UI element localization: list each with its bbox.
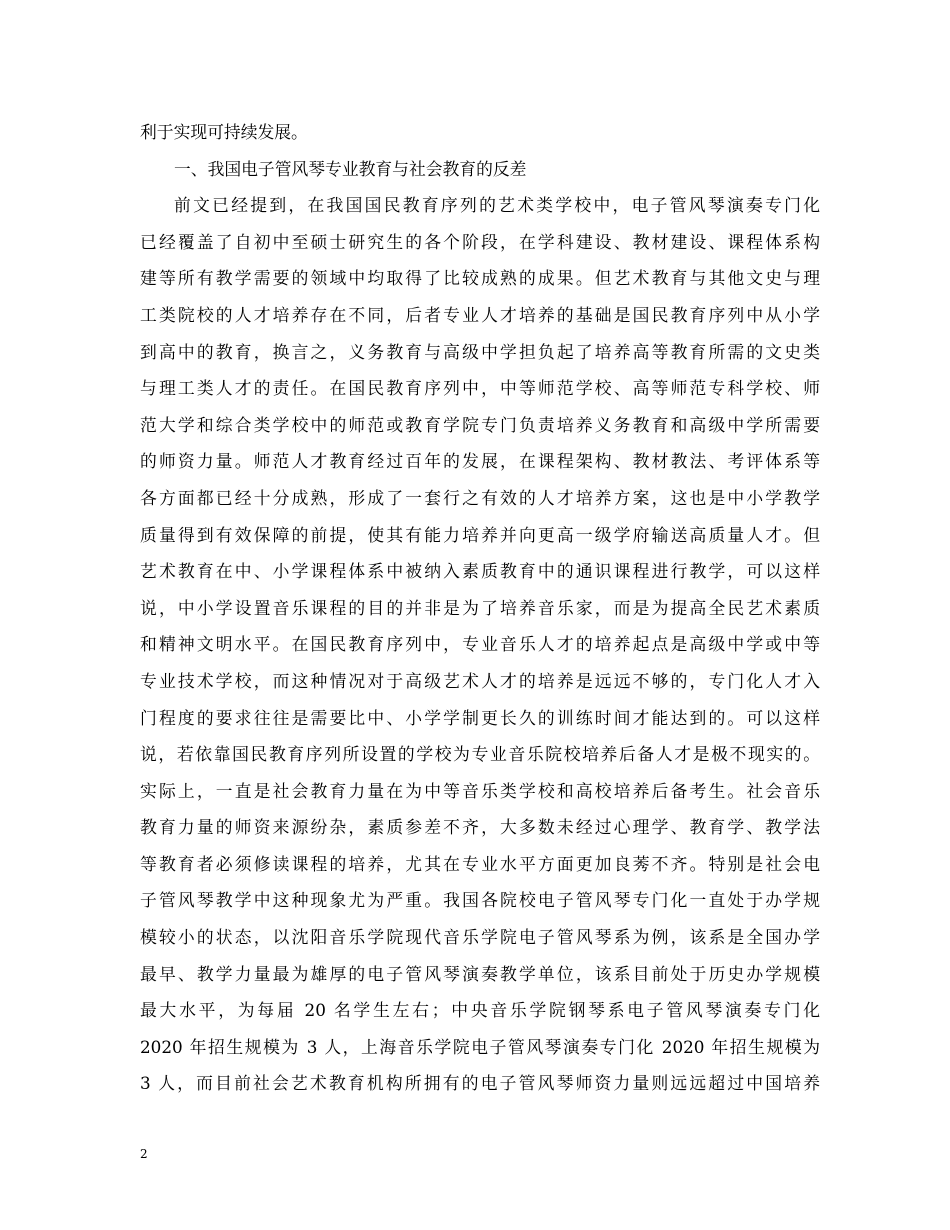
text-line: 模较小的状态，以沈阳音乐学院现代音乐学院电子管风琴系为例，该系是全国办学 [140,927,820,948]
section-heading: 一、我国电子管风琴专业教育与社会教育的反差 [174,158,527,179]
text-line: 各方面都已经十分成熟，形成了一套行之有效的人才培养方案，这也是中小学教学 [140,487,820,508]
text-line: 和精神文明水平。在国民教育序列中，专业音乐人才的培养起点是高级中学或中等 [140,634,820,655]
text-line: 与理工类人才的责任。在国民教育序列中，中等师范学校、高等师范专科学校、师 [140,378,820,399]
text-line: 2020 年招生规模为 3 人，上海音乐学院电子管风琴演奏专门化 2020 年招生规模为 [140,1036,820,1057]
text-line: 利于实现可持续发展。 [140,122,308,142]
text-line: 前文已经提到，在我国国民教育序列的艺术类学校中，电子管风琴演奏专门化 [174,195,820,216]
text-line: 门程度的要求往往是需要比中、小学学制更长久的训练时间才能达到的。可以这样 [140,707,820,728]
page-number: 2 [140,1147,148,1161]
text-line: 教育力量的师资来源纷杂，素质参差不齐，大多数未经过心理学、教育学、教学法 [140,817,820,838]
text-line: 艺术教育在中、小学课程体系中被纳入素质教育中的通识课程进行教学，可以这样 [140,561,820,582]
text-line: 质量得到有效保障的前提，使其有能力培养并向更高一级学府输送高质量人才。但 [140,524,820,545]
text-line: 到高中的教育，换言之，义务教育与高级中学担负起了培养高等教育所需的文史类 [140,341,820,362]
text-line: 说，中小学设置音乐课程的目的并非是为了培养音乐家，而是为提高全民艺术素质 [140,597,820,618]
body-text [140,114,820,1102]
text-line: 建等所有教学需要的领域中均取得了比较成熟的成果。但艺术教育与其他文史与理 [140,268,820,289]
text-line: 等教育者必须修读课程的培养，尤其在专业水平方面更加良莠不齐。特别是社会电 [140,853,820,874]
text-line: 的师资力量。师范人才教育经过百年的发展，在课程架构、教材教法、考评体系等 [140,451,820,472]
text-line: 实际上，一直是社会教育力量在为中等音乐类学校和高校培养后备考生。社会音乐 [140,780,820,801]
text-line: 最大水平，为每届 20 名学生左右；中央音乐学院钢琴系电子管风琴演奏专门化 [140,1000,820,1021]
text-line: 范大学和综合类学校中的师范或教育学院专门负责培养义务教育和高级中学所需要 [140,414,820,435]
text-line: 已经覆盖了自初中至硕士研究生的各个阶段，在学科建设、教材建设、课程体系构 [140,231,820,252]
text-line: 最早、教学力量最为雄厚的电子管风琴演奏教学单位，该系目前处于历史办学规模 [140,963,820,984]
text-line: 工类院校的人才培养存在不同，后者专业人才培养的基础是国民教育序列中从小学 [140,304,820,325]
text-line: 专业技术学校，而这种情况对于高级艺术人才的培养是远远不够的，专门化人才入 [140,670,820,691]
text-line: 3 人，而目前社会艺术教育机构所拥有的电子管风琴师资力量则远远超过中国培养 [140,1073,820,1094]
text-line: 子管风琴教学中这种现象尤为严重。我国各院校电子管风琴专门化一直处于办学规 [140,890,820,911]
text-line: 说，若依靠国民教育序列所设置的学校为专业音乐院校培养后备人才是极不现实的。 [140,744,820,765]
